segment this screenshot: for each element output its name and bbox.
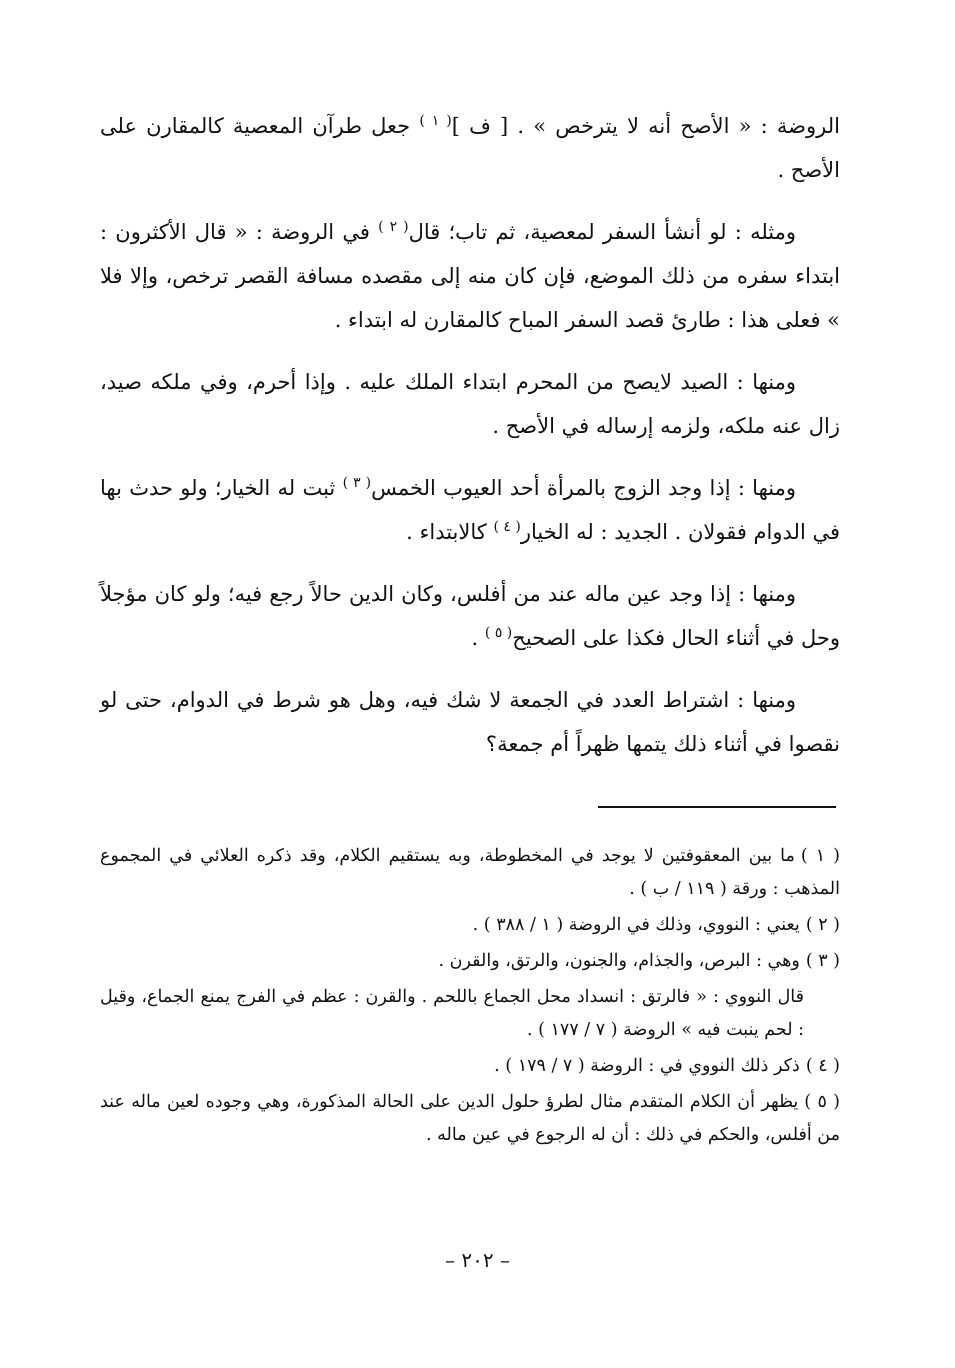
text-segment: في الروضة : « قال الأكثرون : ابتداء سفره من ذلك الموضع، فإن كان منه إلى مقصده مسافة القصر ترخص، وإلا فلا » فعلى هذا : طارئ قصد السفر المباح كالمقارن له ابتداء . bbox=[100, 220, 840, 332]
text-segment: ثبت له الخيار؛ ولو حدث بها في الدوام فقولان . الجديد : له الخيار bbox=[100, 476, 840, 544]
footnote-text: وهي : البرص، والجذام، والجنون، والرتق، والقرن . bbox=[438, 951, 800, 971]
footnote-quote bbox=[100, 981, 840, 1047]
footnote-text: قال النووي : « فالرتق : انسداد محل الجماع باللحم . والقرن : عظم في الفرج يمنع الجماع، وقيل : لحم ينبت فيه » الروضة ( ٧ / ١٧٧ ) . bbox=[100, 987, 804, 1040]
text-segment: ومنها : إذا وجد عين ماله عند من أفلس، وكان الدين حالاً رجع فيه؛ ولو كان مؤجلاً وحل في أثناء الحال فكذا على الصحيح bbox=[100, 582, 840, 650]
paragraph bbox=[100, 466, 840, 554]
text-segment: الروضة : « الأصح أنه لا يترخص » . [ ف ] bbox=[451, 114, 840, 138]
footnote-separator bbox=[598, 806, 836, 808]
footnote-item bbox=[100, 1050, 840, 1083]
text-segment: ومنها : الصيد لايصح من المحرم ابتداء الملك عليه . وإذا أحرم، وفي ملكه صيد، زال عنه ملكه، ولزمه إرساله في الأصح . bbox=[100, 370, 840, 438]
paragraph bbox=[100, 104, 840, 192]
footnote-number: ( ٢ ) bbox=[805, 915, 840, 935]
text-segment: كالابتداء . bbox=[406, 520, 494, 544]
footnote-number: ( ٣ ) bbox=[805, 951, 840, 971]
footnote-ref: ( ٥ ) bbox=[484, 625, 513, 641]
text-segment: ومنها : اشتراط العدد في الجمعة لا شك فيه، وهل هو شرط في الدوام، حتى لو نقصوا في أثناء ذلك يتمها ظهراً أم جمعة؟ bbox=[100, 688, 840, 756]
page-number: – ٢٠٢ – bbox=[445, 1248, 510, 1272]
footnote-item bbox=[100, 909, 840, 942]
main-text bbox=[100, 104, 840, 784]
footnote-item bbox=[100, 945, 840, 978]
paragraph bbox=[100, 678, 840, 766]
text-segment: ومثله : لو أنشأ السفر لمعصية، ثم تاب؛ قال bbox=[408, 220, 797, 244]
footnote-text: ذكر ذلك النووي في : الروضة ( ٧ / ١٧٩ ) . bbox=[494, 1056, 800, 1076]
footnote-item bbox=[100, 1086, 840, 1152]
footnote-text: يعني : النووي، وذلك في الروضة ( ١ / ٣٨٨ ) . bbox=[472, 915, 800, 935]
footnote-ref: ( ١ ) bbox=[419, 113, 452, 129]
footnote-ref: ( ٣ ) bbox=[342, 475, 372, 491]
footnote-item bbox=[100, 840, 840, 906]
footnote-text: يظهر أن الكلام المتقدم مثال لطرؤ حلول الدين على الحالة المذكورة، وهي وجوده لعين ماله عند من أفلس، والحكم في ذلك : أن له الرجوع في عين ماله . bbox=[100, 1092, 840, 1145]
paragraph bbox=[100, 572, 840, 660]
text-segment: جعل طرآن المعصية كالمقارن على الأصح . bbox=[100, 114, 840, 182]
paragraph bbox=[100, 360, 840, 448]
footnote-ref: ( ٤ ) bbox=[493, 519, 521, 535]
footnote-number: ( ١ ) bbox=[800, 846, 841, 866]
footnotes bbox=[100, 840, 840, 1155]
footnote-text: ما بين المعقوفتين لا يوجد في المخطوطة، وبه يستقيم الكلام، وقد ذكره العلائي في المجموع المذهب : ورقة ( ١١٩ / ب ) . bbox=[100, 846, 840, 899]
paragraph bbox=[100, 210, 840, 342]
text-segment: ومنها : إذا وجد الزوج بالمرأة أحد العيوب الخمس bbox=[371, 476, 796, 500]
footnote-number: ( ٤ ) bbox=[805, 1056, 840, 1076]
footnote-number: ( ٥ ) bbox=[804, 1092, 841, 1112]
text-segment: . bbox=[471, 626, 485, 650]
footnote-ref: ( ٢ ) bbox=[378, 219, 409, 235]
